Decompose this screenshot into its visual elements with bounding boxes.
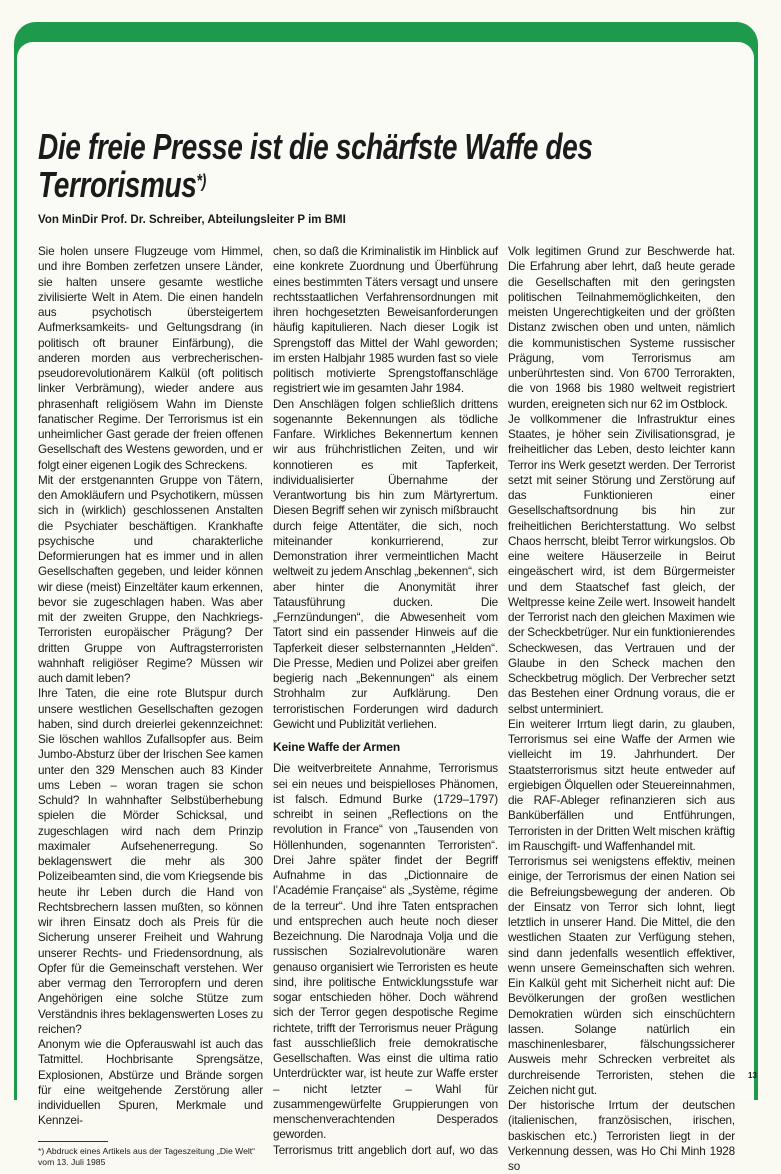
paragraph: Sie holen unsere Flugzeuge vom Himmel, und ihre Bomben zerfetzen unsere Länder, sie halten unsere gesamte westliche zivilisierte Welt in Atem. Die einen handeln aus psychotisch übersteigertem Aufmerksamkeits- und Geltungsdrang (in politisch oft brauner Einfärbung), die anderen morden aus verbrecherischen-pseudorevolutionärem Kalkül (oft politisch linker Verbrämung), wieder andere aus phrasenhaft religiösem Wahn im Dienste fanatischer Regime. Der Terrorismus ist ein unheimlicher Gast gerade der freien offenen Gesellschaft des Westens geworden, und er folgt einer eigenen Logik des Schreckens. — [38, 245, 263, 472]
text-column-1 — [38, 244, 263, 1168]
paragraph: Den Anschlägen folgen schließlich drittens sogenannte Bekennungen als tödliche Fanfare. Wirkliches Bekennertum kennen wir aus frühchristlichen Zeiten, und wir konnotieren es mit Tapferkeit, individualisierter Übernahme der Verantwortung bis hin zum Märtyrertum. Diesen Begriff sehen wir zynisch mißbraucht durch feige Attentäter, die sich, noch miteinander konkurrierend, zur Demonstration ihrer vermeintlichen Macht weltweit zu jedem Anschlag „bekennen“, sich aber hinter die Anonymität ihrer Tatausführung ducken. Die „Fernzündungen“, die Abwesenheit vom Tatort sind ein passender Hinweis auf die Tapferkeit dieser selbsternannten „Helden“. Die Presse, Medien und Polizei aber greifen begierig nach „Bekennungen“ als einem Strohhalm zur Aufklärung. Den terroristischen Forderungen wird dadurch Gewicht und Publizität verliehen. — [273, 397, 498, 731]
paragraph: Ein weiterer Irrtum liegt darin, zu glauben, Terrorismus sei eine Waffe der Armen wie vielleicht im 19. Jahrhundert. Der Staatsterrorismus sitzt heute entweder auf ergiebigen Ölquellen oder Steuereinnahmen, die RAF-Ableger refinanzieren sich aus Banküberfällen und Entführungen, Terroristen in der Dritten Welt mischen kräftig im Rauschgift- und Waffenhandel mit. — [508, 717, 735, 853]
paragraph: Volk legitimen Grund zur Beschwerde hat. Die Erfahrung aber lehrt, daß heute gerade die Gesellschaften mit den geringsten politischen Teilnahmemöglichkeiten, den meisten Ungerechtigkeiten und der größten Distanz zwischen oben und unten, nämlich die kommunistischen Systeme russischer Prägung, vom Terrorismus am unberührtesten sind. Von 6700 Terrorakten, die von 1968 bis 1980 weltweit registriert wurden, ereigneten sich nur 62 im Ostblock. — [508, 245, 735, 411]
footnote-divider — [38, 1141, 108, 1142]
text-column-2 — [273, 244, 498, 1158]
byline: Von MinDir Prof. Dr. Schreiber, Abteilungsleiter P im BMI — [38, 214, 346, 226]
article-title-text: Die freie Presse ist die schärfste Waffe des Terrorismus — [38, 126, 593, 205]
paragraph: Der historische Irrtum der deutschen (italienischen, französischen, irischen, baskischen etc.) Terroristen liegt in der Verkennung dessen, was Ho Chi Minh 1928 so — [508, 1099, 735, 1173]
footnote-marker: *) — [196, 171, 206, 191]
footnote: *) Abdruck eines Artikels aus der Tageszeitung „Die Welt“ vom 13. Juli 1985 — [38, 1145, 256, 1167]
text-column-3 — [508, 244, 735, 1174]
paragraph: Je vollkommener die Infrastruktur eines Staates, je höher sein Zivilisationsgrad, je freiheitlicher das Leben, desto leichter kann Terror ins Werk gesetzt werden. Der Terrorist setzt mit seiner Störung und Zerstörung auf das Funktionieren einer Gesellschaftsordnung bis hin zur freiheitlichen Berichterstattung. Wo selbst Chaos herrscht, bleibt Terror wirkungslos. Ob eine weitere Häuserzeile in Beirut eingeäschert wird, ist dem Bürgermeister und dem Staatschef fast gleich, der Weltpresse keine Zeile wert. Insoweit handelt der Terrorist nach den gleichen Maximen wie der Scheckbetrüger. Nur ein funktionierendes Scheckwesen, das Vertrauen und der Glaube in den Scheck machen den Scheckbetrug möglich. Der Verbrecher setzt das Bestehen einer Ordnung voraus, die er selbst unterminiert. — [508, 412, 735, 716]
section-heading: Keine Waffe der Armen — [273, 740, 401, 754]
paragraph: Die weitverbreitete Annahme, Terrorismus sei ein neues und beispielloses Phänomen, ist falsch. Edmund Burke (1729–1797) schreibt in seinen „Reflections on the revolution in France“ von „Tausenden von Höllenhunden, sogenannten Terroristen“. Drei Jahre später findet der Begriff Aufnahme in das „Dictionnaire de l’Académie Française“ als „Système, régime de la terreur“. Und ihre Taten entsprachen und entsprechen auch heute noch dieser Bezeichnung. Die Narodnaja Volja und die russischen Sozialrevolutionäre waren genauso organisiert wie Terroristen es heute sind, ihre politische Entwicklungsstufe war sogar entschieden höher. Doch während sich der Terror gegen despotische Regime richtete, trifft der Terrorismus neuer Prägung fast ausschließlich freie demokratische Gesellschaften. Was einst die ultima ratio Unterdrückter war, ist heute zur Waffe erster – nicht letzter – Wahl für zusammengewürfelte Gruppierungen von menschenverachtenden Desperados geworden. — [273, 762, 498, 1142]
paragraph: Terrorismus sei wenigstens effektiv, meinen einige, der Terrorismus der einen Nation sei die Befreiungsbewegung der anderen. Ob der Einsatz von Terror sich lohnt, liegt letztlich in unserer Hand. Die Mittel, die den westlichen Staaten zur Verfügung stehen, sind dann jedenfalls wesentlich effektiver, wenn unsere Gemeinschaften sich wehren. Ein Kalkül geht mit Sicherheit nicht auf: Die Bevölkerungen der großen westlichen Demokratien würden sich einschüchtern lassen. Solange natürlich ein maschinenlesbarer, fälschungssicherer Ausweis mehr Schrecken verbreitet als durchreisende Terroristen, stehen die Zeichen nicht gut. — [508, 855, 735, 1097]
paragraph: Ihre Taten, die eine rote Blutspur durch unsere westlichen Gesellschaften gezogen haben, sind durch dreierlei gekennzeichnet: Sie löschen wahllos Zufallsopfer aus. Beim Jumbo-Absturz über der Irischen See kamen unter den 329 Menschen auch 83 Kinder ums Leben – woran tragen sie schon Schuld? In wahnhafter Selbstüberhebung spielen die Mörder Schicksal, und zugeschlagen wird nach dem Prinzip maximaler Aufsehenerregung. So beklagenswert die mehr als 300 Polizeibeamten sind, die vom Kriegsende bis heute ihr Leben durch die Hand von Rechtsbrechern lassen mußten, so können wir ihren Einsatz doch als Preis für die Sicherung unserer Freiheit und Wahrung unserer Rechts- und Friedensordnung, als Opfer für die Gemeinschaft verstehen. Wer aber vermag den Terroropfern und deren Angehörigen eine solche Stütze zum Verständnis ihres beklagenswerten Loses zu reichen? — [38, 687, 263, 1036]
paragraph: Anonym wie die Opferauswahl ist auch das Tatmittel. Hochbrisante Sprengsätze, Explosionen, Abstürze und Brände sorgen für eine weitgehende Zerstörung aller individuellen Spuren, Merkmale und Kennzei- — [38, 1038, 263, 1128]
paragraph: chen, so daß die Kriminalistik im Hinblick auf eine konkrete Zuordnung und Überführung eines bestimmten Täters versagt und unsere rechtsstaatlichen Verfahrensordnungen mit ihren hochgesetzten Beweisanforderungen häufig kapitulieren. Nach dieser Logik ist Sprengstoff das Mittel der Wahl geworden; im ersten Halbjahr 1985 wurden fast so viele politisch motivierte Sprengstoffanschläge registriert wie im gesamten Jahr 1984. — [273, 245, 498, 396]
page-number: 13 — [748, 1071, 757, 1080]
paragraph: Mit der erstgenannten Gruppe von Tätern, den Amokläufern und Psychotikern, müssen sich in (wirklich) geschlossenen Anstalten die Psychiater beschäftigen. Krankhafte psychische und charakterliche Deformierungen hat es immer und in allen Gesellschaften gegeben, und leider können wir diese (meist) Einzeltäter kaum erkennen, bevor sie zugeschlagen haben. Was aber mit der zweiten Gruppe, den Nachkriegs-Terroristen europäischer Prägung? Der dritten Gruppe von Auftragsterroristen wahnhaft religiöser Regime? Müssen wir auch damit leben? — [38, 473, 263, 685]
paragraph: Terrorismus tritt angeblich dort auf, wo das — [273, 1143, 498, 1157]
article-title — [38, 128, 724, 204]
